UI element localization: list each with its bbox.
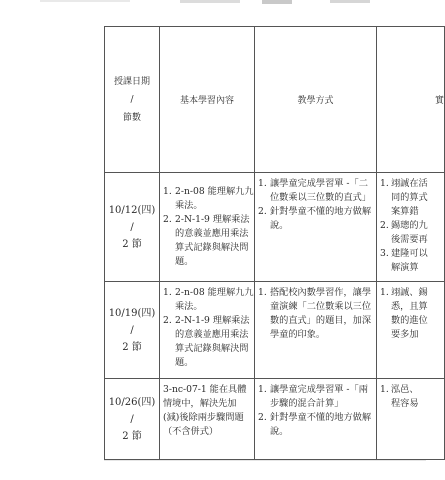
item-number: 2. <box>163 315 172 326</box>
item-text: 案算錯 <box>391 206 419 217</box>
method-list <box>255 177 376 233</box>
row-date: 10/26(四) <box>108 396 156 408</box>
item-text: 泓邑、 <box>391 384 419 395</box>
item-number: 1. <box>380 384 389 395</box>
item-text: 翊誠在活 <box>391 178 428 189</box>
list-item <box>377 261 444 275</box>
item-text: 2-N-1-9 理解乘法的意義並應用乘法算式記錄與解決問題。 <box>175 214 250 267</box>
item-number: 1. <box>258 384 267 395</box>
header-method: 教學方式 <box>255 27 377 173</box>
item-text: 解演算 <box>391 262 419 273</box>
method-list <box>255 286 376 342</box>
list-item <box>377 233 444 247</box>
table-row <box>105 282 445 379</box>
list-item <box>377 247 444 261</box>
item-text: 悉，且算 <box>391 301 428 312</box>
item-text: 2-n-08 能理解九九乘法。 <box>175 186 254 211</box>
item-number: 2. <box>163 214 172 225</box>
header-slash: / <box>130 94 134 105</box>
item-number: 1. <box>163 186 172 197</box>
list-item <box>377 205 444 219</box>
item-text: 讓學童完成學習單 -「兩步驟的混合計算」 <box>270 384 368 409</box>
header-date-periods <box>105 27 160 173</box>
list-item <box>255 205 376 233</box>
date-cell <box>105 173 160 282</box>
list-item <box>160 185 254 213</box>
item-number: 1. <box>258 178 267 189</box>
method-cell <box>255 379 377 460</box>
date-cell <box>105 282 160 379</box>
item-text: 後需要再 <box>391 234 428 245</box>
row-slash: / <box>130 324 134 336</box>
item-number: 2. <box>258 412 267 423</box>
list-item <box>377 397 444 411</box>
item-text: 錫璁的九 <box>391 220 428 231</box>
content-list <box>160 286 254 370</box>
header-content: 基本學習內容 <box>160 27 255 173</box>
list-item <box>377 191 444 205</box>
item-text: 2-n-08 能理解九九乘法。 <box>175 287 254 312</box>
item-number: 2. <box>380 220 389 231</box>
scan-bottom-artifact <box>104 460 426 461</box>
list-item <box>160 213 254 269</box>
item-text: 要多加 <box>391 329 419 340</box>
item-number: 1. <box>258 287 267 298</box>
item-text: 程容易 <box>391 398 419 409</box>
list-item <box>377 177 444 191</box>
item-number: 1. <box>380 178 389 189</box>
item-text: 搭配校內數學習作，讓學童演練「二位數乘以三位數的直式」的題目，加深學童的印象。 <box>270 287 372 340</box>
item-text: 數的進位 <box>391 315 428 326</box>
list-item <box>160 314 254 370</box>
item-text: 針對學童不懂的地方做解說。 <box>270 206 372 231</box>
method-cell <box>255 173 377 282</box>
table-row <box>105 379 445 460</box>
list-item <box>377 314 444 328</box>
item-text: 2-N-1-9 理解乘法的意義並應用乘法算式記錄與解決問題。 <box>175 315 250 368</box>
list-item <box>377 300 444 314</box>
item-number: 2. <box>258 206 267 217</box>
row-slash: / <box>130 413 134 425</box>
item-text: 同的算式 <box>391 192 428 203</box>
row-periods: 2 節 <box>122 341 142 353</box>
more-cell <box>377 282 445 379</box>
list-item <box>255 286 376 342</box>
item-number: 1. <box>163 287 172 298</box>
list-item <box>377 219 444 233</box>
list-item <box>377 286 444 300</box>
date-cell <box>105 379 160 460</box>
scan-top-artifact <box>0 0 426 14</box>
list-item <box>255 411 376 439</box>
method-cell <box>255 282 377 379</box>
more-list <box>377 383 444 411</box>
row-periods: 2 節 <box>122 238 142 250</box>
item-text: 讓學童完成學習單 -「二位數乘以三位數的直式」 <box>270 178 372 203</box>
header-row <box>105 27 445 173</box>
header-more: 實 <box>377 27 445 173</box>
content-cell <box>160 379 255 460</box>
item-number: 1. <box>380 287 389 298</box>
content-list <box>160 185 254 269</box>
item-number: 3. <box>380 248 389 259</box>
list-item <box>255 383 376 411</box>
header-date-label: 授課日期 <box>113 76 150 87</box>
header-periods-label: 節數 <box>122 112 141 123</box>
table-row <box>105 173 445 282</box>
row-date: 10/12(四) <box>108 204 156 216</box>
item-text: 翊誠、錫 <box>391 287 428 298</box>
item-text: 針對學童不懂的地方做解說。 <box>270 412 372 437</box>
lesson-plan-table-wrapper <box>104 26 445 460</box>
item-text: 建隆可以 <box>391 248 428 259</box>
more-list <box>377 177 444 275</box>
row-periods: 2 節 <box>122 430 142 442</box>
list-item <box>255 177 376 205</box>
row-date: 10/19(四) <box>108 307 156 319</box>
row-slash: / <box>130 221 134 233</box>
list-item <box>377 328 444 342</box>
content-text: 3-nc-07-1 能在具體情境中，解決先加(減)後除兩步驟問題（不含併式） <box>163 384 247 437</box>
more-cell <box>377 379 445 460</box>
list-item <box>377 383 444 397</box>
more-cell <box>377 173 445 282</box>
more-list <box>377 286 444 342</box>
method-list <box>255 383 376 439</box>
list-item <box>160 286 254 314</box>
content-cell <box>160 282 255 379</box>
content-cell <box>160 173 255 282</box>
lesson-plan-table <box>104 26 445 460</box>
